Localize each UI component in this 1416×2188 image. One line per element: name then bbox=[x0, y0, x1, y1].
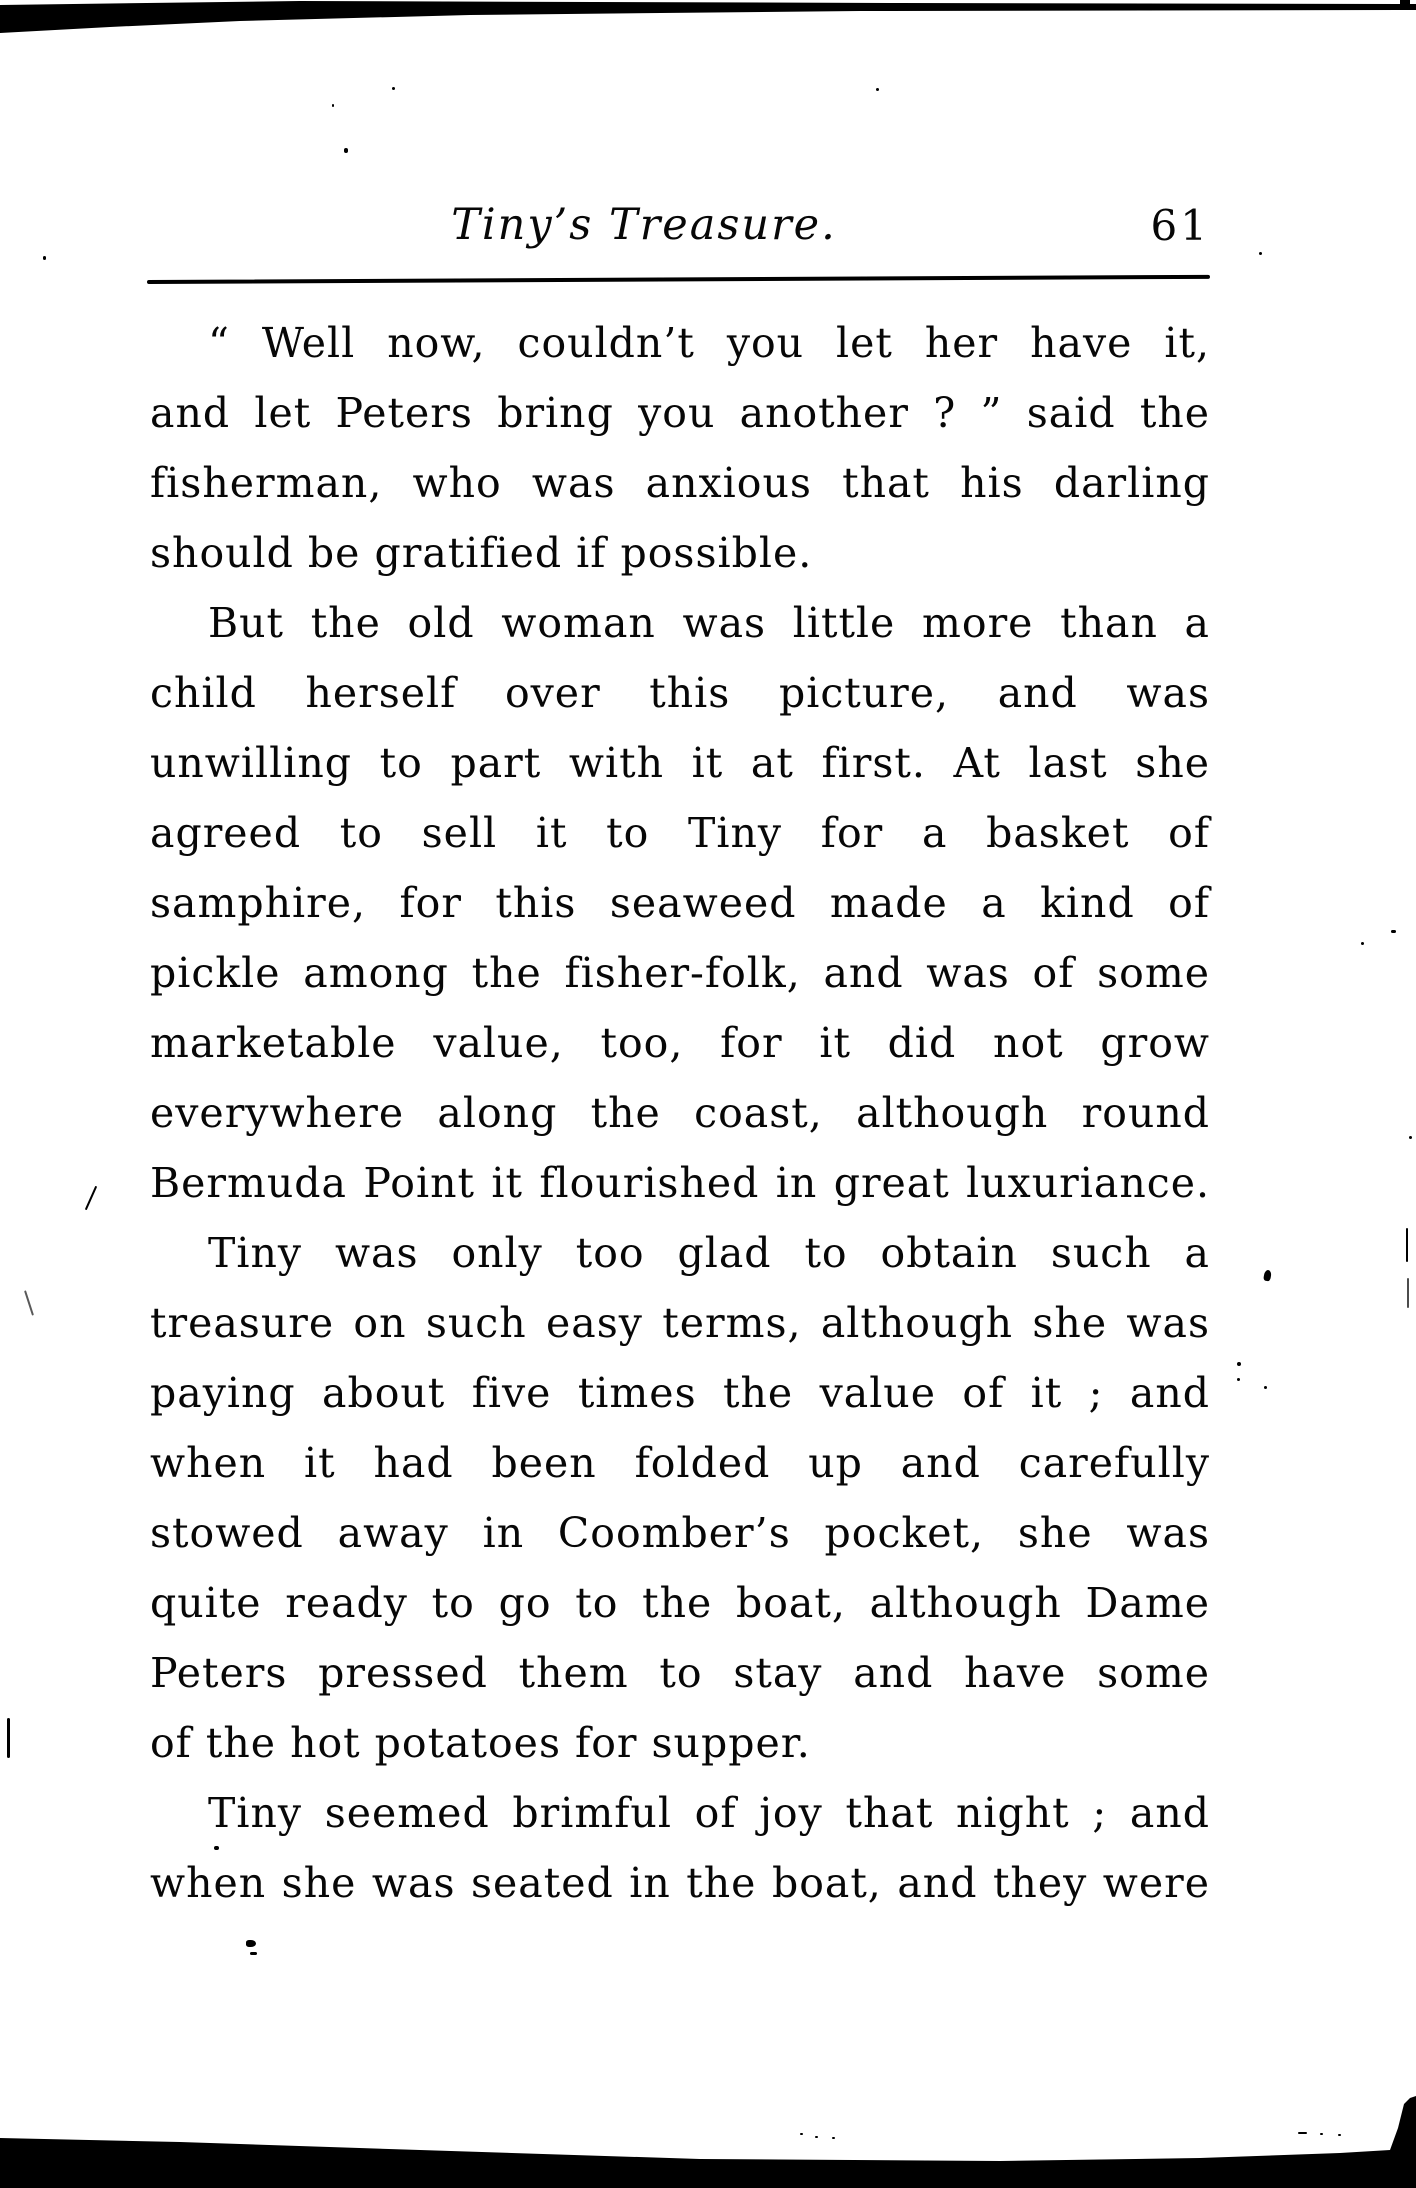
text-line: when it had been folded up and carefully bbox=[150, 1439, 1210, 1487]
text-line: marketable value, too, for it did not grow bbox=[150, 1019, 1210, 1067]
text-line: Tiny seemed brimful of joy that night ; and bbox=[208, 1789, 1210, 1837]
scan-slash-mark bbox=[24, 1290, 34, 1315]
text-line: and let Peters bring you another ? ” said the bbox=[150, 389, 1210, 437]
scan-ink-blot bbox=[246, 1940, 256, 1947]
scan-speck bbox=[332, 104, 334, 107]
text-line: stowed away in Coomber’s pocket, she was bbox=[150, 1509, 1210, 1557]
scan-speck bbox=[250, 1952, 257, 1955]
text-line: “ Well now, couldn’t you let her have it, bbox=[208, 319, 1210, 367]
scan-edge-dash bbox=[1406, 1228, 1408, 1262]
scan-slash-mark bbox=[85, 1186, 97, 1211]
page-body bbox=[150, 308, 1210, 1918]
running-header bbox=[150, 200, 1210, 262]
scan-top-edge bbox=[0, 0, 1416, 40]
header-rule bbox=[147, 275, 1210, 284]
text-line: unwilling to part with it at first. At last she bbox=[150, 739, 1210, 787]
text-line: quite ready to go to the boat, although Dame bbox=[150, 1579, 1210, 1627]
text-line: of the hot potatoes for supper. bbox=[150, 1719, 811, 1767]
scan-speck bbox=[1237, 1362, 1241, 1366]
text-line: paying about five times the value of it ; and bbox=[150, 1369, 1210, 1417]
scan-speck bbox=[214, 1846, 219, 1850]
scan-edge-dash bbox=[1407, 1278, 1409, 1308]
scan-speck bbox=[1409, 1136, 1412, 1139]
text-line: pickle among the fisher-folk, and was of some bbox=[150, 949, 1210, 997]
scan-edge-bar bbox=[7, 1718, 10, 1758]
scan-speck bbox=[1361, 942, 1364, 945]
scan-speck bbox=[1391, 930, 1396, 933]
text-line: treasure on such easy terms, although she was bbox=[150, 1299, 1210, 1347]
scan-speck bbox=[1264, 1386, 1267, 1389]
text-line: should be gratified if possible. bbox=[150, 529, 813, 577]
text-line: agreed to sell it to Tiny for a basket of bbox=[150, 809, 1210, 857]
text-line: Tiny was only too glad to obtain such a bbox=[208, 1229, 1210, 1277]
text-line: samphire, for this seaweed made a kind of bbox=[150, 879, 1210, 927]
text-line: when she was seated in the boat, and they were bbox=[150, 1859, 1210, 1907]
text-line: Bermuda Point it flourished in great luxuriance. bbox=[150, 1159, 1210, 1207]
scan-speck bbox=[43, 256, 46, 260]
text-line: everywhere along the coast, although round bbox=[150, 1089, 1210, 1137]
running-title: Tiny’s Treasure. bbox=[451, 200, 837, 250]
scan-speck bbox=[876, 88, 879, 91]
scan-ink-blot bbox=[1263, 1269, 1272, 1281]
text-line: child herself over this picture, and was bbox=[150, 669, 1210, 717]
scan-speck bbox=[1237, 1378, 1240, 1381]
scan-bottom-edge bbox=[0, 2088, 1416, 2188]
text-line: Peters pressed them to stay and have some bbox=[150, 1649, 1210, 1697]
text-line: fisherman, who was anxious that his darling bbox=[150, 459, 1210, 507]
scan-speck bbox=[344, 148, 348, 153]
page-number: 61 bbox=[1150, 201, 1210, 250]
scan-speck bbox=[392, 87, 395, 90]
scan-speck bbox=[1259, 252, 1262, 255]
text-line: But the old woman was little more than a bbox=[208, 599, 1210, 647]
